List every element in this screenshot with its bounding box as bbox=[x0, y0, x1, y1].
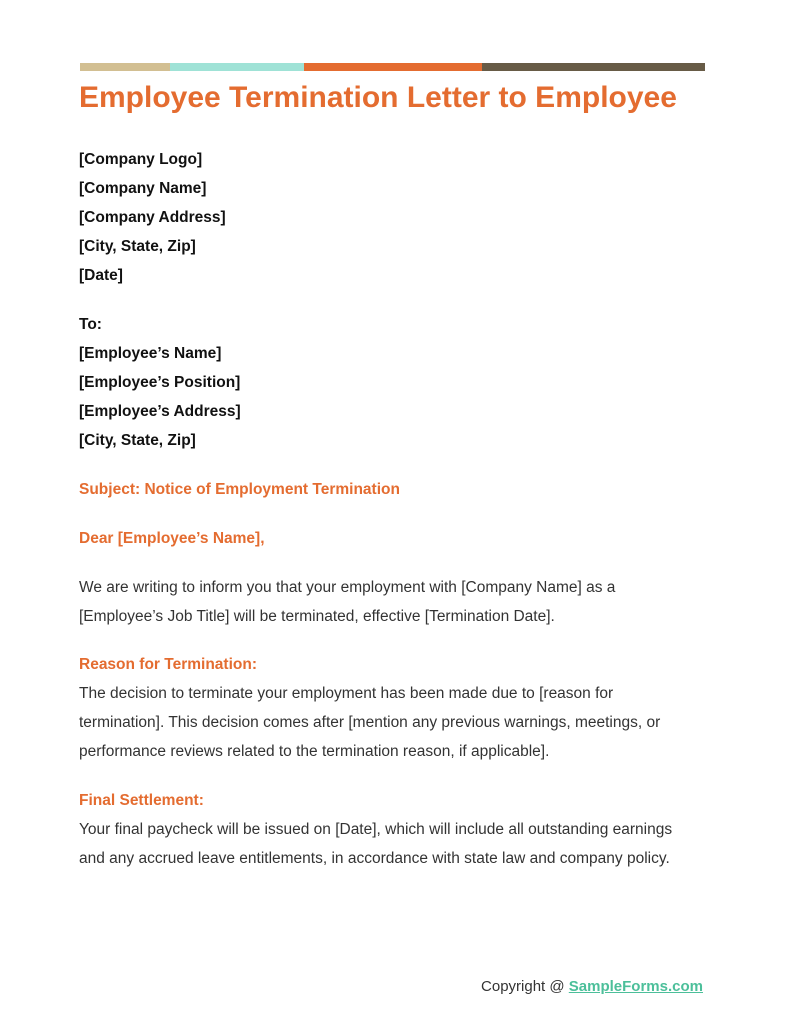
settlement-paragraph bbox=[79, 815, 709, 873]
employee-position: [Employee’s Position] bbox=[79, 374, 241, 391]
settlement-line: and any accrued leave entitlements, in accordance with state law and company policy. bbox=[79, 850, 670, 867]
reason-line: termination]. This decision comes after [mention any previous warnings, meetings, or bbox=[79, 714, 661, 731]
reason-line: The decision to terminate your employment has been made due to [reason for bbox=[79, 685, 614, 702]
settlement-heading: Final Settlement: bbox=[79, 792, 204, 809]
color-bar-segment-orange bbox=[304, 63, 482, 71]
company-city-state-zip: [City, State, Zip] bbox=[79, 238, 196, 255]
sampleforms-link[interactable]: SampleForms.com bbox=[568, 978, 703, 995]
letter-date: [Date] bbox=[79, 267, 123, 284]
salutation: Dear [Employee’s Name], bbox=[79, 530, 265, 547]
copyright-text: Copyright @ bbox=[481, 978, 569, 995]
company-logo-placeholder: [Company Logo] bbox=[79, 151, 203, 168]
subject-line: Subject: Notice of Employment Termination bbox=[79, 481, 400, 498]
intro-line: [Employee’s Job Title] will be terminated, effective [Termination Date]. bbox=[79, 608, 555, 625]
color-bar-segment-brown bbox=[482, 63, 705, 71]
reason-paragraph bbox=[79, 679, 709, 766]
recipient-block bbox=[79, 310, 241, 455]
reason-line: performance reviews related to the termination reason, if applicable]. bbox=[79, 743, 550, 760]
color-bar-segment-mint bbox=[170, 63, 304, 71]
color-bar-segment-tan bbox=[80, 63, 170, 71]
settlement-line: Your final paycheck will be issued on [Date], which will include all outstanding earnings bbox=[79, 821, 673, 838]
header-color-bar bbox=[80, 63, 705, 71]
employee-city-state-zip: [City, State, Zip] bbox=[79, 432, 196, 449]
sender-block bbox=[79, 145, 226, 290]
to-label: To: bbox=[79, 316, 102, 333]
document-title: Employee Termination Letter to Employee bbox=[79, 81, 677, 114]
intro-line: We are writing to inform you that your employment with [Company Name] as a bbox=[79, 579, 616, 596]
company-name: [Company Name] bbox=[79, 180, 207, 197]
footer-copyright bbox=[481, 976, 703, 998]
company-address: [Company Address] bbox=[79, 209, 226, 226]
employee-address: [Employee’s Address] bbox=[79, 403, 241, 420]
intro-paragraph bbox=[79, 573, 709, 631]
reason-heading: Reason for Termination: bbox=[79, 656, 257, 673]
employee-name: [Employee’s Name] bbox=[79, 345, 222, 362]
